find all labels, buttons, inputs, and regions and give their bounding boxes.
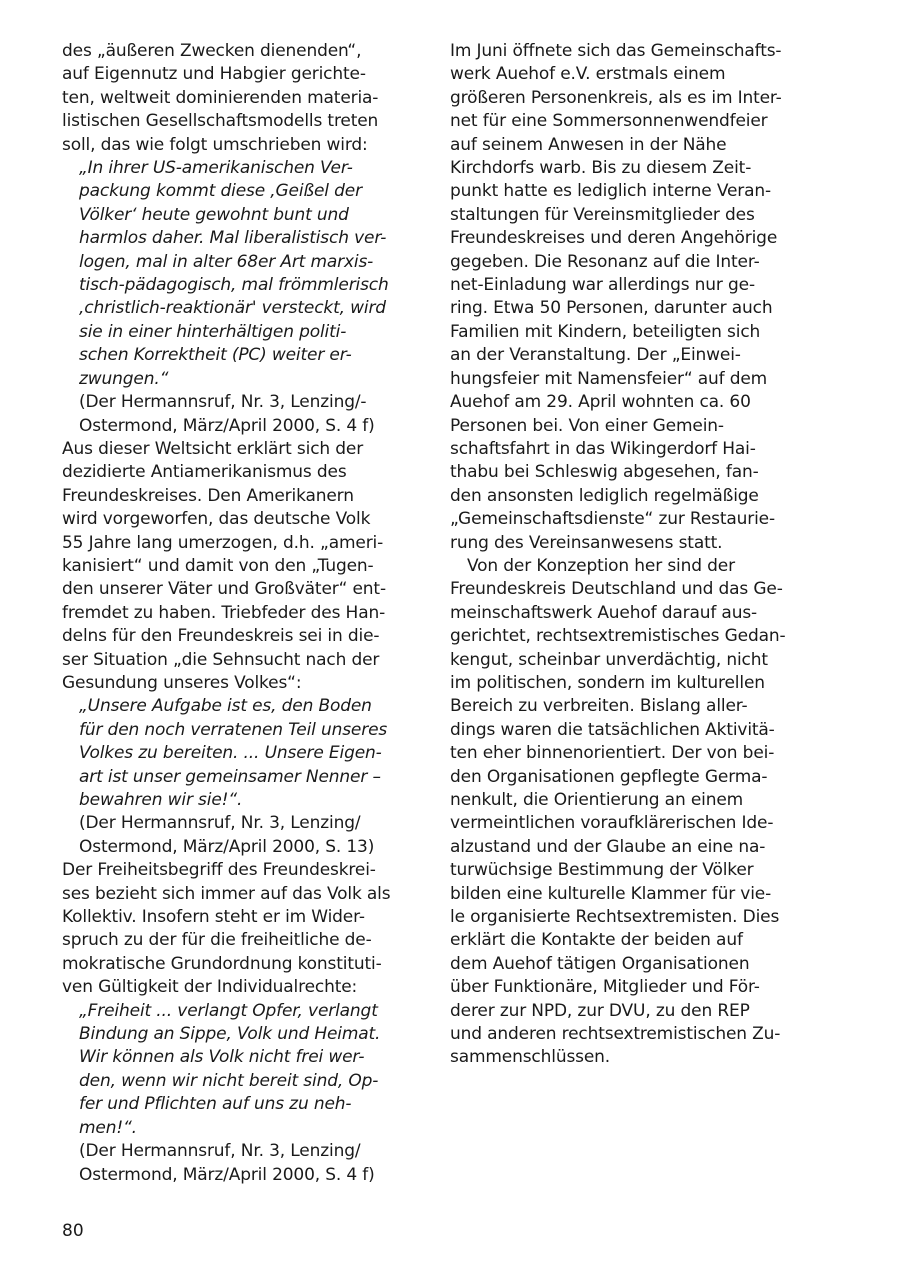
- text-line: vermeintlichen voraufklärerischen Ide-: [450, 813, 774, 834]
- citation-line: (Der Hermannsruf, Nr. 3, Lenzing/: [79, 813, 361, 834]
- text-line: Der Freiheitsbegriff des Freundeskrei-: [62, 860, 376, 881]
- text-line: nenkult, die Orientierung an einem: [450, 790, 744, 810]
- text-line: ten eher binnenorientiert. Der von bei-: [450, 743, 775, 764]
- quote-line: zwungen.“: [79, 368, 169, 389]
- text-line: Auehof am 29. April wohnten ca. 60: [450, 392, 751, 413]
- text-line: über Funktionäre, Mitglieder und För-: [450, 977, 760, 998]
- text-line: ses bezieht sich immer auf das Volk als: [62, 883, 391, 904]
- quote-line: Wir können als Volk nicht frei wer-: [79, 1047, 365, 1068]
- text-line: net-Einladung war allerdings nur ge-: [450, 275, 755, 296]
- quote-line: fer und Pflichten auf uns zu neh-: [79, 1094, 352, 1115]
- text-line: „Gemeinschaftsdienste“ zur Restaurie-: [450, 509, 775, 530]
- quote-line: Völker‘ heute gewohnt bunt und: [79, 204, 349, 225]
- text-line: dezidierte Antiamerikanismus des: [62, 462, 347, 483]
- page-number: 80: [62, 1221, 84, 1241]
- text-line: Freundeskreis Deutschland und das Ge-: [450, 579, 783, 600]
- text-line: schaftsfahrt in das Wikingerdorf Hai-: [450, 438, 756, 459]
- text-line: auf Eigennutz und Habgier gerichte-: [62, 64, 366, 85]
- text-line: mokratische Grundordnung konstituti-: [62, 953, 382, 974]
- text-line: kengut, scheinbar unverdächtig, nicht: [450, 649, 768, 670]
- text-line: den ansonsten lediglich regelmäßige: [450, 485, 759, 506]
- left-column: [62, 40, 414, 1187]
- quote-line: packung kommt diese ‚Geißel der: [79, 181, 362, 202]
- text-line: turwüchsige Bestimmung der Völker: [450, 860, 754, 881]
- citation-line: (Der Hermannsruf, Nr. 3, Lenzing/: [79, 1141, 361, 1162]
- paragraph-first-line: Von der Konzeption her sind der: [467, 555, 735, 576]
- text-line: ring. Etwa 50 Personen, darunter auch: [450, 298, 773, 319]
- text-line: gerichtet, rechtsextremistisches Gedan-: [450, 626, 786, 647]
- text-line: Im Juni öffnete sich das Gemeinschafts-: [450, 41, 782, 61]
- quote-line: men!“.: [79, 1117, 137, 1138]
- text-line: dem Auehof tätigen Organisationen: [450, 953, 750, 974]
- quote-line: bewahren wir sie!“.: [79, 790, 243, 810]
- text-line: ven Gültigkeit der Individualrechte:: [62, 977, 358, 998]
- quote-line: harmlos daher. Mal liberalistisch ver-: [79, 228, 387, 249]
- text-line: listischen Gesellschaftsmodells treten: [62, 111, 379, 132]
- text-line: dings waren die tatsächlichen Aktivitä-: [450, 719, 775, 740]
- text-line: hungsfeier mit Namensfeier“ auf dem: [450, 368, 768, 389]
- text-line: staltungen für Vereinsmitglieder des: [450, 204, 755, 225]
- text-line: Kollektiv. Insofern steht er im Wider-: [62, 907, 365, 928]
- citation-line: Ostermond, März/April 2000, S. 4 f): [79, 415, 375, 436]
- text-line: auf seinem Anwesen in der Nähe: [450, 134, 727, 155]
- text-line: meinschaftswerk Auehof darauf aus-: [450, 602, 758, 623]
- text-line: Gesundung unseres Volkes“:: [62, 672, 302, 693]
- citation-line: Ostermond, März/April 2000, S. 13): [79, 836, 375, 857]
- text-line: rung des Vereinsanwesens statt.: [450, 532, 723, 553]
- quote-line: Bindung an Sippe, Volk und Heimat.: [79, 1024, 381, 1045]
- text-line: delns für den Freundeskreis sei in die-: [62, 626, 380, 647]
- quote-line: für den noch verratenen Teil unseres: [79, 719, 388, 740]
- text-line: Familien mit Kindern, beteiligten sich: [450, 321, 761, 342]
- text-line: thabu bei Schleswig abgesehen, fan-: [450, 462, 759, 483]
- citation-line: Ostermond, März/April 2000, S. 4 f): [79, 1164, 375, 1185]
- citation-line: (Der Hermannsruf, Nr. 3, Lenzing/-: [79, 392, 367, 413]
- text-line: größeren Personenkreis, als es im Inter-: [450, 87, 782, 108]
- text-line: ser Situation „die Sehnsucht nach der: [62, 649, 380, 670]
- text-line: Freundeskreises. Den Amerikanern: [62, 485, 354, 506]
- text-line: im politischen, sondern im kulturellen: [450, 672, 765, 693]
- text-line: Freundeskreises und deren Angehörige: [450, 228, 778, 249]
- text-line: Personen bei. Von einer Gemein-: [450, 415, 724, 436]
- text-line: derer zur NPD, zur DVU, zu den REP: [450, 1000, 750, 1021]
- text-line: Bereich zu verbreiten. Bislang aller-: [450, 696, 748, 717]
- quote-line: „Freiheit ... verlangt Opfer, verlangt: [79, 1000, 378, 1021]
- text-line: spruch zu der für die freiheitliche de-: [62, 930, 372, 951]
- text-line: le organisierte Rechtsextremisten. Dies: [450, 907, 780, 928]
- text-line: bilden eine kulturelle Klammer für vie-: [450, 883, 772, 904]
- quote-line: Volkes zu bereiten. ... Unsere Eigen-: [79, 743, 382, 764]
- text-line: Aus dieser Weltsicht erklärt sich der: [62, 438, 364, 459]
- quote-line: ‚christlich-reaktionär' versteckt, wird: [79, 298, 386, 319]
- quote-line: art ist unser gemeinsamer Nenner –: [79, 766, 381, 787]
- text-line: soll, das wie folgt umschrieben wird:: [62, 134, 368, 155]
- text-line: 55 Jahre lang umerzogen, d.h. „ameri-: [62, 532, 384, 553]
- text-line: net für eine Sommersonnenwendfeier: [450, 111, 768, 132]
- text-line: werk Auehof e.V. erstmals einem: [450, 64, 726, 85]
- quote-line: den, wenn wir nicht bereit sind, Op-: [79, 1070, 379, 1091]
- quote-line: tisch-pädagogisch, mal frömmlerisch: [79, 275, 389, 296]
- text-line: Kirchdorfs warb. Bis zu diesem Zeit-: [450, 158, 752, 179]
- text-line: den unserer Väter und Großväter“ ent-: [62, 579, 386, 600]
- quote-line: „In ihrer US-amerikanischen Ver-: [79, 158, 353, 179]
- quote-line: sie in einer hinterhältigen politi-: [79, 321, 347, 342]
- text-line: wird vorgeworfen, das deutsche Volk: [62, 509, 371, 530]
- text-line: erklärt die Kontakte der beiden auf: [450, 930, 743, 951]
- quote-line: logen, mal in alter 68er Art marxis-: [79, 251, 374, 272]
- text-line: fremdet zu haben. Triebfeder des Han-: [62, 602, 386, 623]
- text-line: den Organisationen gepflegte Germa-: [450, 766, 768, 787]
- text-line: punkt hatte es lediglich interne Veran-: [450, 181, 772, 202]
- text-line: des „äußeren Zwecken dienenden“,: [62, 41, 362, 61]
- text-line: kanisiert“ und damit von den „Tugen-: [62, 555, 374, 576]
- text-line: und anderen rechtsextremistischen Zu-: [450, 1024, 781, 1045]
- text-line: sammenschlüssen.: [450, 1047, 611, 1068]
- text-line: an der Veranstaltung. Der „Einwei-: [450, 345, 741, 366]
- quote-line: schen Korrektheit (PC) weiter er-: [79, 345, 352, 366]
- text-line: alzustand und der Glaube an eine na-: [450, 836, 766, 857]
- right-column: [450, 40, 808, 1070]
- text-line: gegeben. Die Resonanz auf die Inter-: [450, 251, 760, 272]
- quote-line: „Unsere Aufgabe ist es, den Boden: [79, 696, 372, 717]
- text-line: ten, weltweit dominierenden materia-: [62, 87, 379, 108]
